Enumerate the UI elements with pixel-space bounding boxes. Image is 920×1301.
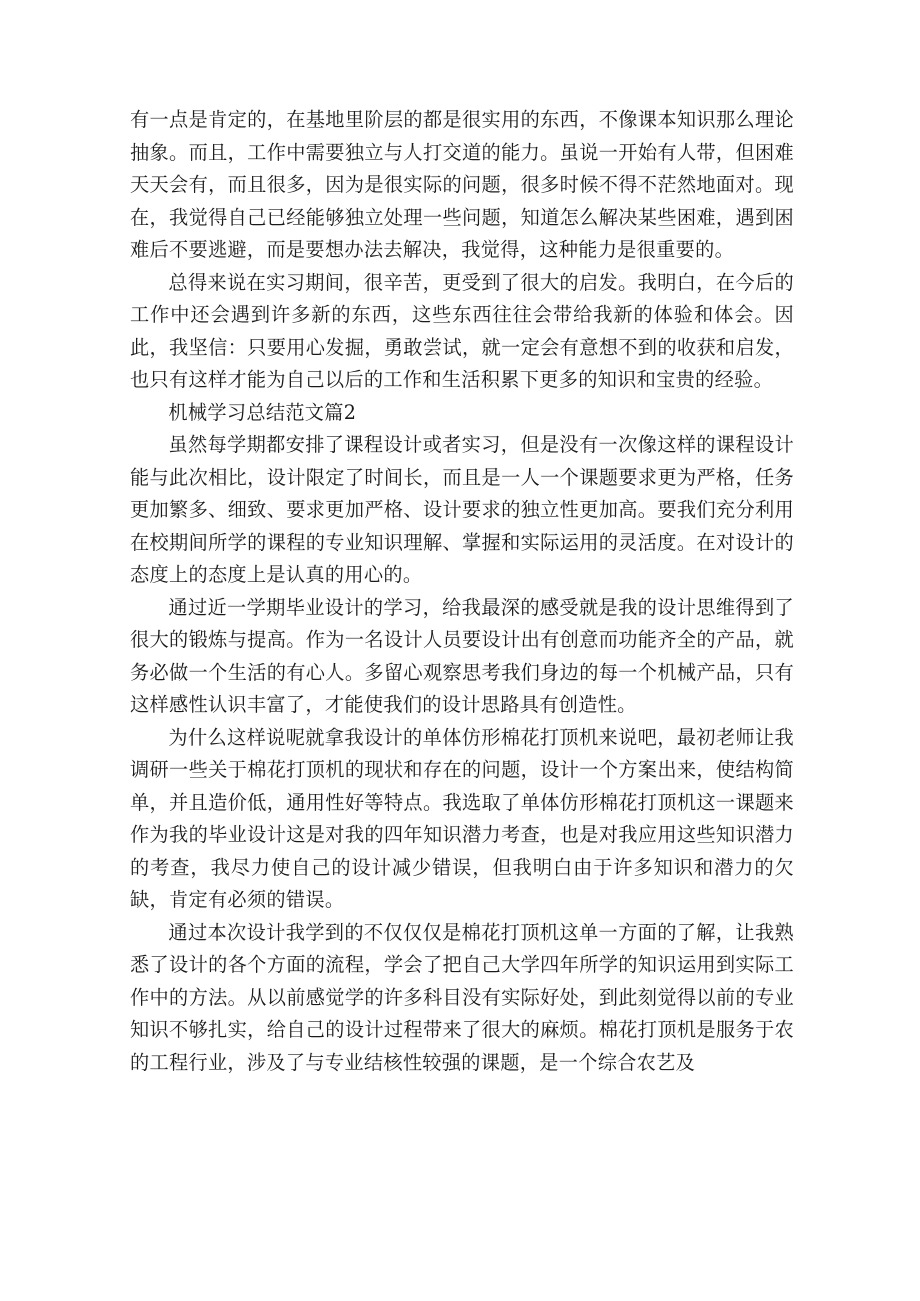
paragraph-6: 通过本次设计我学到的不仅仅仅是棉花打顶机这单一方面的了解，让我熟悉了设计的各个方面的流程，学会了把自己大学四年所学的知识运用到实际工作中的方法。从以前感觉学的许多科目没有实际好处，到此刻觉得以前的专业知识不够扎实，给自己的设计过程带来了很大的麻烦。棉花打顶机是服务于农的工程行业，涉及了与专业结核性较强的课题，是一个综合农艺及: [130, 920, 794, 1074]
section-heading: 机械学习总结范文篇2: [168, 400, 357, 424]
paragraph-4: 通过近一学期毕业设计的学习，给我最深的感受就是我的设计思维得到了很大的锻炼与提高。作为一名设计人员要设计出有创意而功能齐全的产品，就务必做一个生活的有心人。多留心观察思考我们身边的每一个机械产品，只有这样感性认识丰富了，才能使我们的设计思路具有创造性。: [130, 595, 794, 716]
document-page: [130, 104, 794, 1079]
paragraph-2: 总得来说在实习期间，很辛苦，更受到了很大的启发。我明白，在今后的工作中还会遇到许多新的东西，这些东西往往会带给我新的体验和体会。因此，我坚信：只要用心发掘，勇敢尝试，就一定会有意想不到的收获和启发，也只有这样才能为自己以后的工作和生活积累下更多的知识和宝贵的经验。: [130, 270, 794, 391]
paragraph-1: 有一点是肯定的，在基地里阶层的都是很实用的东西，不像课本知识那么理论抽象。而且，工作中需要独立与人打交道的能力。虽说一开始有人带，但困难天天会有，而且很多，因为是很实际的问题，很多时候不得不茫然地面对。现在，我觉得自己已经能够独立处理一些问题，知道怎么解决某些困难，遇到困难后不要逃避，而是要想办法去解决，我觉得，这种能力是很重要的。: [130, 108, 794, 261]
paragraph-5: 为什么这样说呢就拿我设计的单体仿形棉花打顶机来说吧，最初老师让我调研一些关于棉花打顶机的现状和存在的问题，设计一个方案出来，使结构简单，并且造价低，通用性好等特点。我选取了单体仿形棉花打顶机这一课题来作为我的毕业设计这是对我的四年知识潜力考查，也是对我应用这些知识潜力的考查，我尽力使自己的设计减少错误，但我明白由于许多知识和潜力的欠缺，肯定有必须的错误。: [130, 725, 794, 911]
paragraph-3: 虽然每学期都安排了课程设计或者实习，但是没有一次像这样的课程设计能与此次相比，设计限定了时间长，而且是一人一个课题要求更为严格，任务更加繁多、细致、要求更加严格、设计要求的独立性更加高。要我们充分利用在校期间所学的课程的专业知识理解、掌握和实际运用的灵活度。在对设计的态度上的态度上是认真的用心的。: [130, 433, 794, 586]
